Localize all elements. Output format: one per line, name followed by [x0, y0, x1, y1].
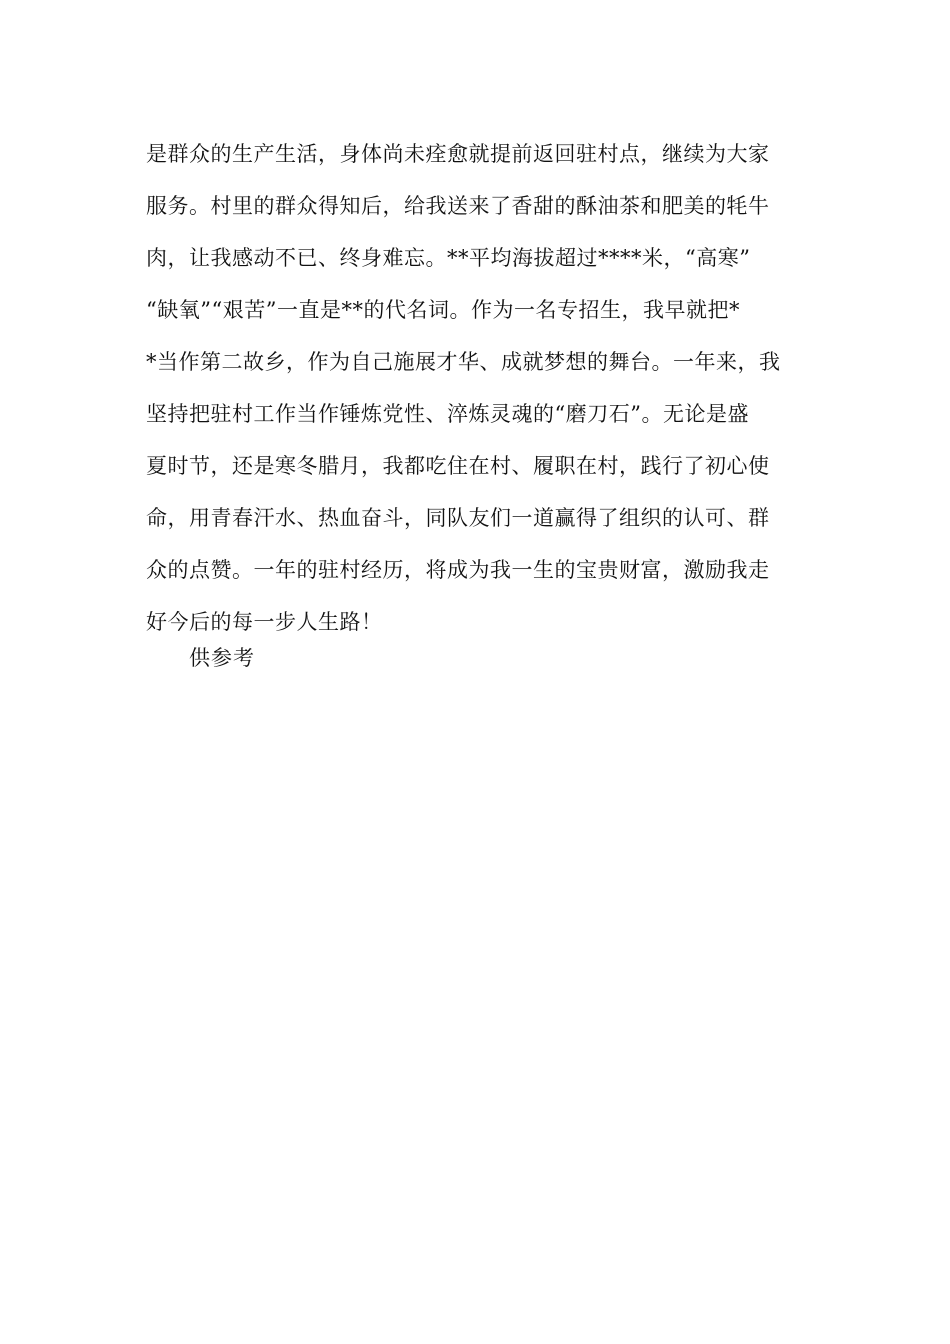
- paragraph-line: 好今后的每一步人生路！: [146, 610, 383, 634]
- paragraph-line: *当作第二故乡，作为自己施展才华、成就梦想的舞台。一年来，我: [146, 350, 781, 374]
- paragraph-line: 命，用青春汗水、热血奋斗，同队友们一道赢得了组织的认可、群: [146, 506, 770, 530]
- body-paragraph: [146, 128, 806, 648]
- paragraph-line: “缺氧”“艰苦”一直是**的代名词。作为一名专招生，我早就把*: [146, 298, 740, 322]
- paragraph-line: 服务。村里的群众得知后，给我送来了香甜的酥油茶和肥美的牦牛: [146, 194, 770, 218]
- paragraph-line: 肉，让我感动不已、终身难忘。**平均海拔超过****米，“高寒”: [146, 246, 751, 270]
- closing-note: 供参考: [189, 646, 255, 670]
- paragraph-line: 众的点赞。一年的驻村经历，将成为我一生的宝贵财富，激励我走: [146, 558, 770, 582]
- paragraph-line: 是群众的生产生活，身体尚未痊愈就提前返回驻村点，继续为大家: [146, 142, 770, 166]
- paragraph-line: 坚持把驻村工作当作锤炼党性、淬炼灵魂的“磨刀石”。无论是盛: [146, 402, 749, 426]
- paragraph-line: 夏时节，还是寒冬腊月，我都吃住在村、履职在村，践行了初心使: [146, 454, 770, 478]
